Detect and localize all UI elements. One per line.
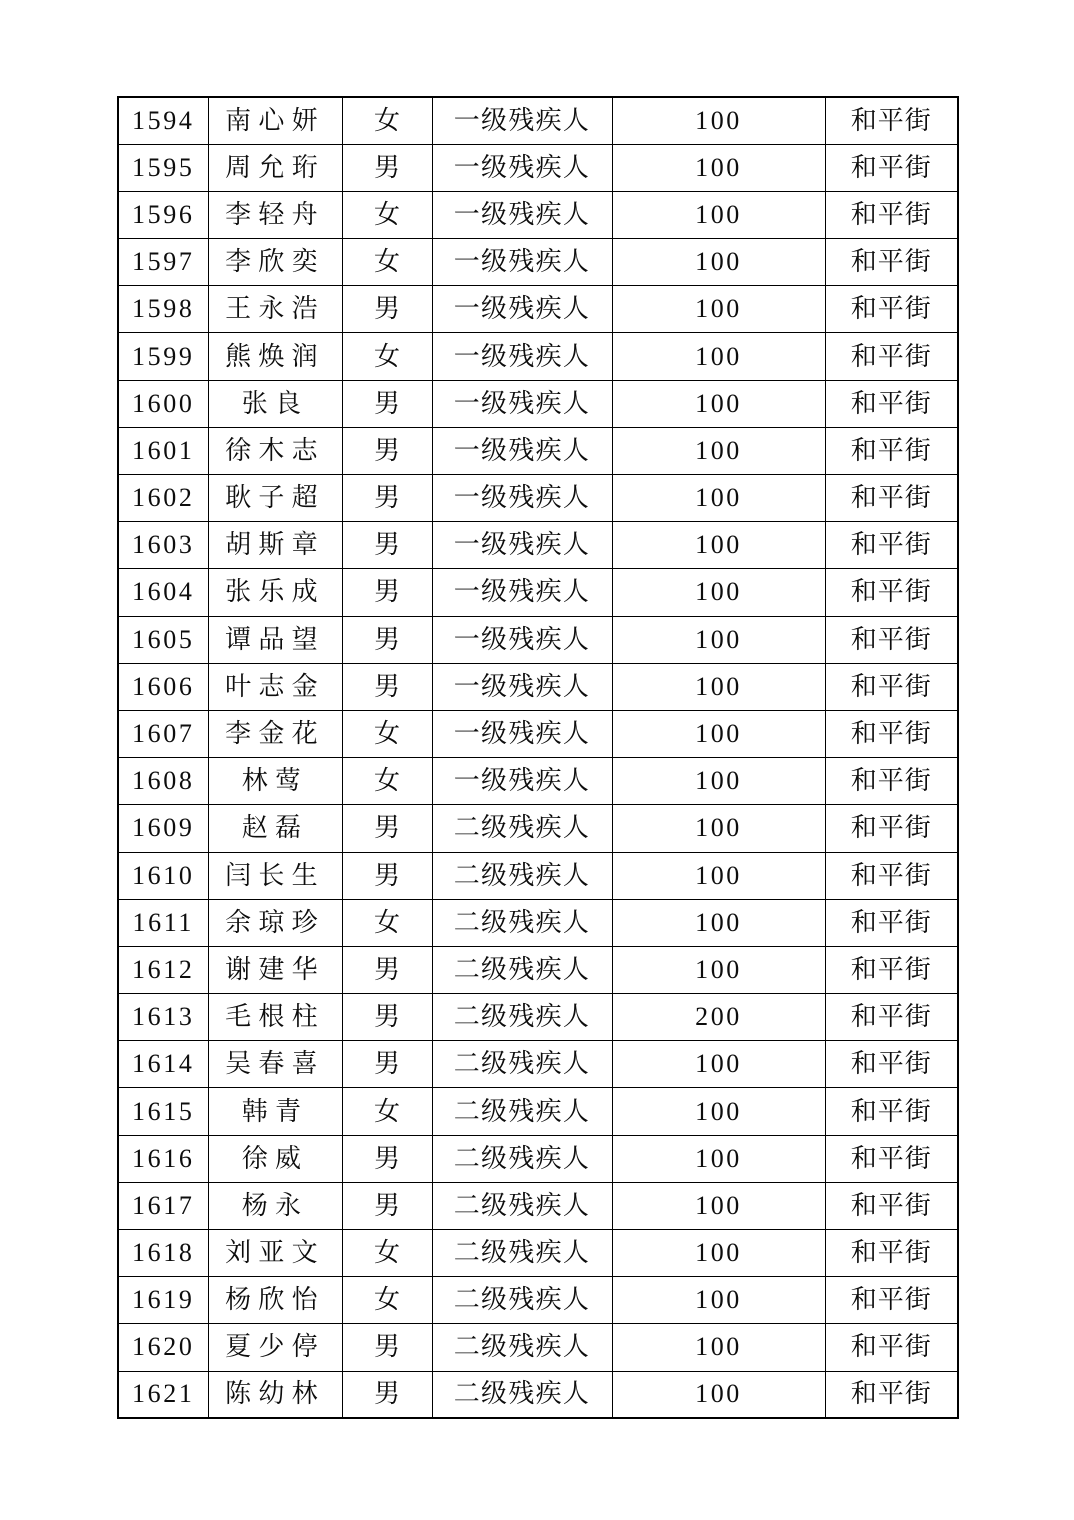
cell-name: 林莺 [208, 758, 342, 805]
table-row [118, 1324, 958, 1371]
cell-name: 赵磊 [208, 805, 342, 852]
roster-table [117, 96, 959, 1419]
cell-name: 胡斯章 [208, 522, 342, 569]
cell-gender: 男 [342, 1182, 432, 1229]
cell-name: 王永浩 [208, 286, 342, 333]
cell-amount: 100 [612, 1277, 825, 1324]
cell-amount: 100 [612, 1182, 825, 1229]
cell-serial: 1621 [118, 1371, 208, 1418]
cell-gender: 男 [342, 286, 432, 333]
cell-gender: 男 [342, 522, 432, 569]
table-row [118, 899, 958, 946]
table-row [118, 1135, 958, 1182]
cell-gender: 男 [342, 616, 432, 663]
table-row [118, 1088, 958, 1135]
cell-name: 周允珩 [208, 144, 342, 191]
table-row [118, 758, 958, 805]
cell-gender: 女 [342, 333, 432, 380]
cell-category: 二级残疾人 [432, 1182, 612, 1229]
cell-name: 吴春喜 [208, 1041, 342, 1088]
cell-serial: 1607 [118, 710, 208, 757]
cell-category: 二级残疾人 [432, 899, 612, 946]
cell-street: 和平街 [825, 899, 958, 946]
cell-gender: 男 [342, 475, 432, 522]
cell-street: 和平街 [825, 1041, 958, 1088]
cell-serial: 1609 [118, 805, 208, 852]
cell-street: 和平街 [825, 946, 958, 993]
table-row [118, 380, 958, 427]
table-row [118, 522, 958, 569]
table-row [118, 427, 958, 474]
table-row [118, 239, 958, 286]
cell-category: 一级残疾人 [432, 286, 612, 333]
cell-street: 和平街 [825, 1135, 958, 1182]
cell-street: 和平街 [825, 475, 958, 522]
cell-gender: 女 [342, 97, 432, 144]
cell-category: 一级残疾人 [432, 475, 612, 522]
cell-gender: 男 [342, 852, 432, 899]
cell-category: 一级残疾人 [432, 333, 612, 380]
cell-gender: 女 [342, 1088, 432, 1135]
cell-serial: 1597 [118, 239, 208, 286]
cell-category: 一级残疾人 [432, 758, 612, 805]
cell-gender: 男 [342, 144, 432, 191]
cell-street: 和平街 [825, 710, 958, 757]
cell-gender: 女 [342, 1230, 432, 1277]
cell-street: 和平街 [825, 569, 958, 616]
cell-category: 一级残疾人 [432, 663, 612, 710]
cell-category: 一级残疾人 [432, 380, 612, 427]
cell-gender: 女 [342, 899, 432, 946]
cell-name: 杨永 [208, 1182, 342, 1229]
cell-serial: 1615 [118, 1088, 208, 1135]
cell-category: 一级残疾人 [432, 97, 612, 144]
cell-gender: 男 [342, 1135, 432, 1182]
cell-serial: 1620 [118, 1324, 208, 1371]
cell-category: 一级残疾人 [432, 710, 612, 757]
table-row [118, 191, 958, 238]
cell-category: 二级残疾人 [432, 1041, 612, 1088]
cell-gender: 女 [342, 1277, 432, 1324]
cell-serial: 1604 [118, 569, 208, 616]
table-row [118, 333, 958, 380]
cell-name: 杨欣怡 [208, 1277, 342, 1324]
cell-serial: 1617 [118, 1182, 208, 1229]
cell-name: 毛根柱 [208, 994, 342, 1041]
cell-serial: 1611 [118, 899, 208, 946]
cell-amount: 100 [612, 1041, 825, 1088]
cell-category: 二级残疾人 [432, 852, 612, 899]
cell-name: 耿子超 [208, 475, 342, 522]
cell-name: 张良 [208, 380, 342, 427]
cell-amount: 100 [612, 191, 825, 238]
cell-name: 韩青 [208, 1088, 342, 1135]
cell-name: 李轻舟 [208, 191, 342, 238]
cell-gender: 男 [342, 569, 432, 616]
cell-amount: 200 [612, 994, 825, 1041]
cell-street: 和平街 [825, 333, 958, 380]
cell-gender: 女 [342, 758, 432, 805]
cell-amount: 100 [612, 1371, 825, 1418]
table-row [118, 1371, 958, 1418]
cell-street: 和平街 [825, 191, 958, 238]
cell-street: 和平街 [825, 852, 958, 899]
cell-category: 一级残疾人 [432, 239, 612, 286]
cell-category: 二级残疾人 [432, 994, 612, 1041]
table-row [118, 97, 958, 144]
cell-serial: 1605 [118, 616, 208, 663]
cell-amount: 100 [612, 616, 825, 663]
cell-gender: 男 [342, 380, 432, 427]
cell-amount: 100 [612, 899, 825, 946]
cell-amount: 100 [612, 427, 825, 474]
cell-name: 陈幼林 [208, 1371, 342, 1418]
cell-amount: 100 [612, 569, 825, 616]
cell-serial: 1599 [118, 333, 208, 380]
cell-gender: 男 [342, 805, 432, 852]
cell-serial: 1595 [118, 144, 208, 191]
table-row [118, 852, 958, 899]
cell-name: 谭品望 [208, 616, 342, 663]
cell-name: 刘亚文 [208, 1230, 342, 1277]
cell-name: 张乐成 [208, 569, 342, 616]
cell-street: 和平街 [825, 1371, 958, 1418]
cell-category: 一级残疾人 [432, 522, 612, 569]
cell-amount: 100 [612, 1230, 825, 1277]
cell-serial: 1613 [118, 994, 208, 1041]
cell-street: 和平街 [825, 239, 958, 286]
cell-category: 一级残疾人 [432, 191, 612, 238]
cell-name: 谢建华 [208, 946, 342, 993]
cell-amount: 100 [612, 1088, 825, 1135]
cell-serial: 1603 [118, 522, 208, 569]
cell-amount: 100 [612, 710, 825, 757]
cell-serial: 1602 [118, 475, 208, 522]
cell-name: 叶志金 [208, 663, 342, 710]
cell-serial: 1610 [118, 852, 208, 899]
table-row [118, 144, 958, 191]
cell-amount: 100 [612, 380, 825, 427]
cell-serial: 1600 [118, 380, 208, 427]
table-row [118, 569, 958, 616]
cell-name: 南心妍 [208, 97, 342, 144]
cell-serial: 1598 [118, 286, 208, 333]
cell-amount: 100 [612, 333, 825, 380]
cell-category: 二级残疾人 [432, 1088, 612, 1135]
cell-category: 二级残疾人 [432, 1277, 612, 1324]
cell-serial: 1601 [118, 427, 208, 474]
cell-amount: 100 [612, 286, 825, 333]
cell-street: 和平街 [825, 286, 958, 333]
cell-serial: 1612 [118, 946, 208, 993]
cell-amount: 100 [612, 475, 825, 522]
cell-category: 二级残疾人 [432, 1324, 612, 1371]
cell-amount: 100 [612, 852, 825, 899]
table-row [118, 805, 958, 852]
cell-serial: 1606 [118, 663, 208, 710]
cell-amount: 100 [612, 239, 825, 286]
cell-amount: 100 [612, 97, 825, 144]
cell-amount: 100 [612, 1135, 825, 1182]
table-row [118, 946, 958, 993]
cell-street: 和平街 [825, 1088, 958, 1135]
cell-name: 余琼珍 [208, 899, 342, 946]
table-row [118, 616, 958, 663]
table-row [118, 286, 958, 333]
table-row [118, 1041, 958, 1088]
cell-gender: 男 [342, 946, 432, 993]
cell-street: 和平街 [825, 1182, 958, 1229]
cell-amount: 100 [612, 663, 825, 710]
cell-name: 李欣奕 [208, 239, 342, 286]
cell-street: 和平街 [825, 805, 958, 852]
cell-serial: 1614 [118, 1041, 208, 1088]
table-row [118, 994, 958, 1041]
cell-category: 一级残疾人 [432, 144, 612, 191]
cell-name: 徐威 [208, 1135, 342, 1182]
cell-serial: 1618 [118, 1230, 208, 1277]
table-row [118, 475, 958, 522]
cell-category: 一级残疾人 [432, 427, 612, 474]
table-row [118, 710, 958, 757]
cell-street: 和平街 [825, 522, 958, 569]
cell-gender: 男 [342, 1324, 432, 1371]
cell-name: 闫长生 [208, 852, 342, 899]
table-row [118, 1230, 958, 1277]
cell-category: 二级残疾人 [432, 1230, 612, 1277]
cell-gender: 女 [342, 191, 432, 238]
cell-street: 和平街 [825, 758, 958, 805]
cell-gender: 男 [342, 1041, 432, 1088]
cell-street: 和平街 [825, 427, 958, 474]
cell-serial: 1596 [118, 191, 208, 238]
roster-table-body [118, 97, 958, 1418]
cell-serial: 1594 [118, 97, 208, 144]
table-row [118, 1277, 958, 1324]
cell-category: 二级残疾人 [432, 1135, 612, 1182]
cell-category: 一级残疾人 [432, 569, 612, 616]
cell-serial: 1608 [118, 758, 208, 805]
cell-gender: 男 [342, 663, 432, 710]
cell-serial: 1616 [118, 1135, 208, 1182]
table-row [118, 663, 958, 710]
cell-street: 和平街 [825, 1324, 958, 1371]
cell-street: 和平街 [825, 144, 958, 191]
cell-amount: 100 [612, 1324, 825, 1371]
cell-street: 和平街 [825, 1277, 958, 1324]
cell-serial: 1619 [118, 1277, 208, 1324]
cell-name: 李金花 [208, 710, 342, 757]
cell-street: 和平街 [825, 663, 958, 710]
cell-gender: 男 [342, 427, 432, 474]
cell-gender: 男 [342, 1371, 432, 1418]
cell-name: 徐木志 [208, 427, 342, 474]
cell-category: 二级残疾人 [432, 805, 612, 852]
cell-street: 和平街 [825, 1230, 958, 1277]
cell-street: 和平街 [825, 994, 958, 1041]
cell-street: 和平街 [825, 97, 958, 144]
cell-category: 二级残疾人 [432, 946, 612, 993]
cell-name: 夏少停 [208, 1324, 342, 1371]
cell-category: 二级残疾人 [432, 1371, 612, 1418]
table-row [118, 1182, 958, 1229]
cell-amount: 100 [612, 144, 825, 191]
cell-category: 一级残疾人 [432, 616, 612, 663]
cell-amount: 100 [612, 805, 825, 852]
cell-gender: 女 [342, 239, 432, 286]
cell-gender: 男 [342, 994, 432, 1041]
cell-name: 熊焕润 [208, 333, 342, 380]
cell-street: 和平街 [825, 380, 958, 427]
cell-amount: 100 [612, 946, 825, 993]
cell-amount: 100 [612, 522, 825, 569]
cell-street: 和平街 [825, 616, 958, 663]
cell-gender: 女 [342, 710, 432, 757]
cell-amount: 100 [612, 758, 825, 805]
